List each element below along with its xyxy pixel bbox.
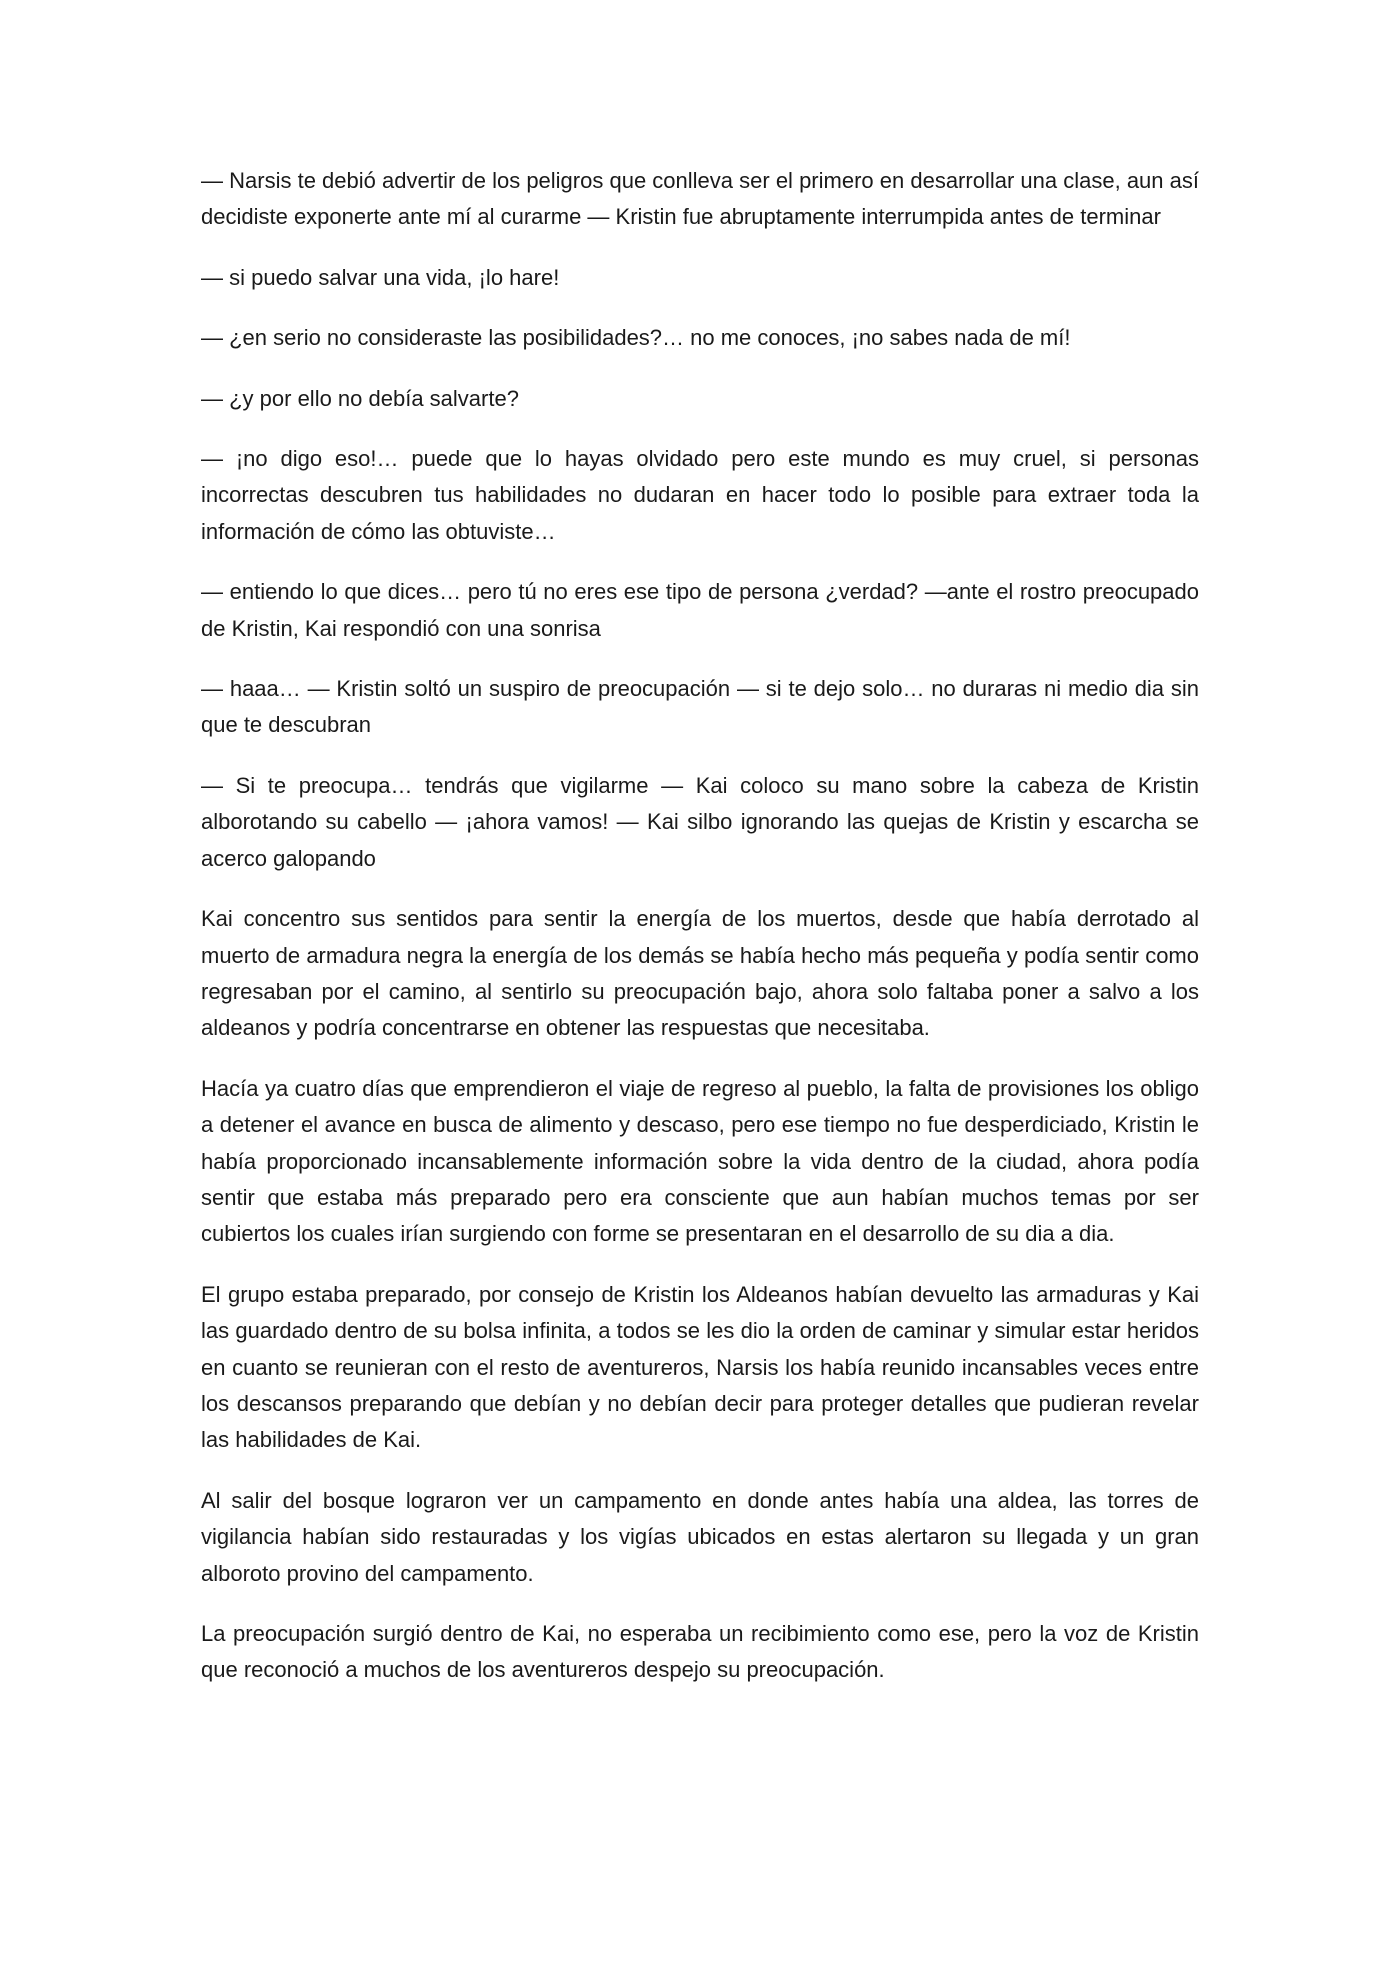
- narrative-paragraph-4: Al salir del bosque lograron ver un campamento en donde antes había una aldea, las torres de vigilancia habían sido restauradas y los vigías ubicados en estas alertaron su llegada y un gran alboroto provino del campamento.: [201, 1487, 1199, 1586]
- dialogue-paragraph-5: — ¡no digo eso!… puede que lo hayas olvidado pero este mundo es muy cruel, si personas incorrectas descubren tus habilidades no dudaran en hacer todo lo posible para extraer toda la información de cómo las obtuviste…: [201, 446, 1199, 544]
- dialogue-paragraph-1: — Narsis te debió advertir de los peligros que conlleva ser el primero en desarrollar una clase, aun así decidiste exponerte ante mí al curarme — Kristin fue abruptamente interrumpida antes de terminar: [201, 168, 1199, 230]
- dialogue-paragraph-3: — ¿en serio no consideraste las posibilidades?… no me conoces, ¡no sabes nada de mí!: [201, 325, 1071, 351]
- narrative-paragraph-1: Kai concentro sus sentidos para sentir la energía de los muertos, desde que había derrotado al muerto de armadura negra la energía de los demás se había hecho más pequeña y podía sentir como regresaban por el camino, al sentirlo su preocupación bajo, ahora solo faltaba poner a salvo a los aldeanos y podría concentrarse en obtener las respuestas que necesitaba.: [201, 906, 1199, 1041]
- dialogue-paragraph-4: — ¿y por ello no debía salvarte?: [201, 385, 519, 411]
- narrative-paragraph-5: La preocupación surgió dentro de Kai, no esperaba un recibimiento como ese, pero la voz de Kristin que reconoció a muchos de los aventureros despejo su preocupación.: [201, 1621, 1199, 1683]
- dialogue-paragraph-7: — haaa… — Kristin soltó un suspiro de preocupación — si te dejo solo… no duraras ni medio dia sin que te descubran: [201, 676, 1199, 738]
- document-body: [201, 163, 1199, 1713]
- narrative-paragraph-2: Hacía ya cuatro días que emprendieron el viaje de regreso al pueblo, la falta de provisiones los obligo a detener el avance en busca de alimento y descaso, pero ese tiempo no fue desperdiciado, Kristin le había proporcionado incansablemente información sobre la vida dentro de la ciudad, ahora podía sentir que estaba más preparado pero era consciente que aun habían muchos temas por ser cubiertos los cuales irían surgiendo con forme se presentaran en el desarrollo de su dia a dia.: [201, 1075, 1199, 1247]
- narrative-paragraph-3: El grupo estaba preparado, por consejo de Kristin los Aldeanos habían devuelto las armaduras y Kai las guardado dentro de su bolsa infinita, a todos se les dio la orden de caminar y simular estar heridos en cuanto se reunieran con el resto de aventureros, Narsis los había reunido incansables veces entre los descansos preparando que debían y no debían decir para proteger detalles que pudieran revelar las habilidades de Kai.: [201, 1281, 1199, 1453]
- dialogue-paragraph-8: — Si te preocupa… tendrás que vigilarme — Kai coloco su mano sobre la cabeza de Kristin alborotando su cabello — ¡ahora vamos! — Kai silbo ignorando las quejas de Kristin y escarcha se acerco galopando: [201, 772, 1199, 871]
- dialogue-paragraph-6: — entiendo lo que dices… pero tú no eres ese tipo de persona ¿verdad? —ante el rostro preocupado de Kristin, Kai respondió con una sonrisa: [201, 579, 1199, 641]
- dialogue-paragraph-2: — si puedo salvar una vida, ¡lo hare!: [201, 264, 560, 290]
